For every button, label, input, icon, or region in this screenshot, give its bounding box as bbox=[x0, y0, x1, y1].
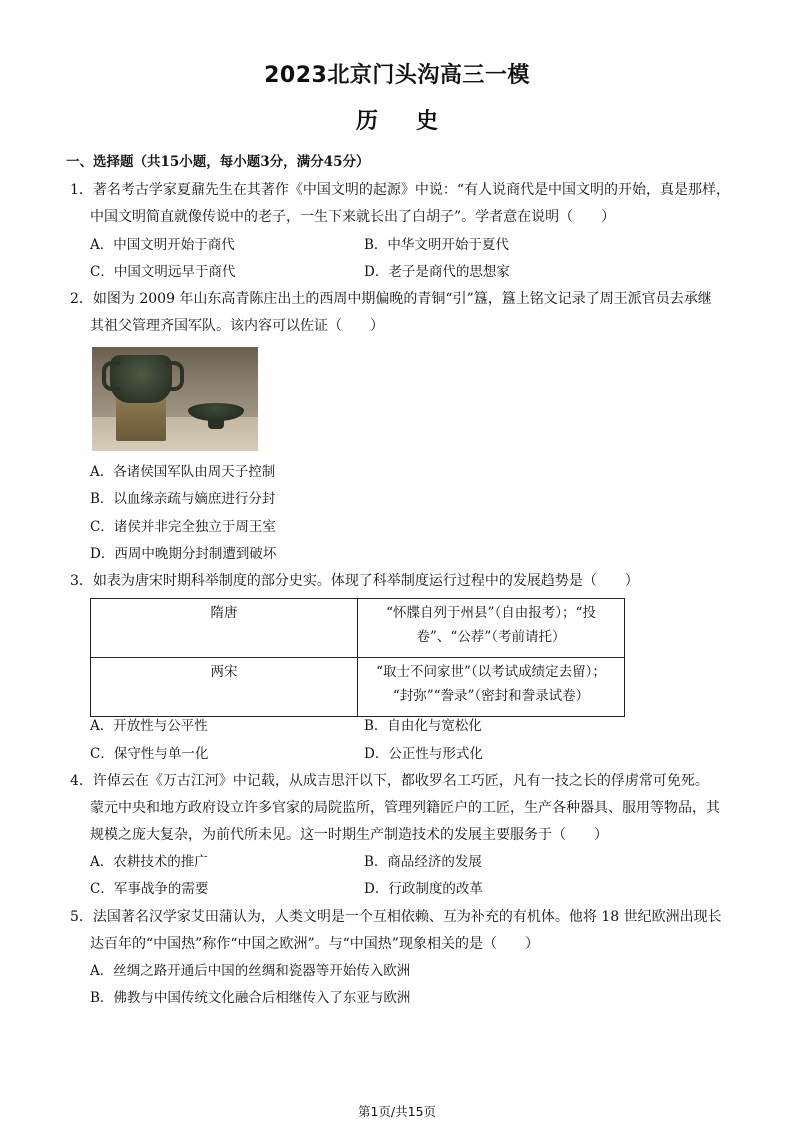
q4-stem-line2: 蒙元中央和地方政府设立许多官家的局院监所，管理列籍匠户的工匠，生产各种器具、服用等物品，其 bbox=[90, 800, 720, 816]
vessel-base bbox=[116, 397, 166, 441]
section-heading: 一、选择题（共15小题，每小题3分，满分45分） bbox=[66, 154, 370, 170]
q4-stem-line1: 4．许倬云在《万古江河》中记载，从成吉思汗以下，都收罗名工巧匠，凡有一技之长的俘虏常可免死。 bbox=[70, 773, 709, 789]
q3-option-b: B．自由化与宽松化 bbox=[364, 718, 482, 734]
q1-option-a: A．中国文明开始于商代 bbox=[90, 237, 235, 253]
q5-option-b: B．佛教与中国传统文化融合后相继传入了东亚与欧洲 bbox=[90, 990, 411, 1006]
q2-stem-line1: 2．如图为 2009 年山东高青陈庄出土的西周中期偏晚的青铜“引”簋，簋上铭文记录了周王派官员去承继 bbox=[70, 291, 712, 307]
q2-option-a: A．各诸侯国军队由周天子控制 bbox=[90, 464, 276, 480]
q1-option-d: D．老子是商代的思想家 bbox=[364, 264, 510, 280]
q4-stem-line3: 规模之庞大复杂，为前代所未见。这一时期生产制造技术的发展主要服务于（ ） bbox=[90, 827, 608, 843]
q5-stem-line2: 达百年的“中国热”称作“中国之欧洲”。与“中国热”现象相关的是（ ） bbox=[90, 936, 539, 952]
table-row bbox=[91, 658, 625, 717]
q1-stem-line1: 1．著名考古学家夏鼐先生在其著作《中国文明的起源》中说：“有人说商代是中国文明的开始，真是那样， bbox=[70, 182, 731, 198]
q5-stem-line1: 5．法国著名汉学家艾田蒲认为，人类文明是一个互相依赖、互为补充的有机体。他将 18 世纪欧洲出现长 bbox=[70, 909, 722, 925]
table-cell-desc-line1: “取士不问家世”（以考试成绩定去留）； bbox=[376, 664, 606, 680]
vessel-handle-right bbox=[166, 361, 184, 391]
q3-stem: 3．如表为唐宋时期科举制度的部分史实。体现了科举制度运行过程中的发展趋势是（ ） bbox=[70, 573, 639, 589]
q3-option-a: A．开放性与公平性 bbox=[90, 718, 208, 734]
q1-stem-line2: 中国文明简直就像传说中的老子，一生下来就长出了白胡子”。学者意在说明（ ） bbox=[90, 209, 616, 225]
q2-option-c: C．诸侯并非完全独立于周王室 bbox=[90, 519, 276, 535]
q4-option-b: B．商品经济的发展 bbox=[364, 854, 482, 870]
table-cell-desc-line2: 卷”、“公荐”（考前请托） bbox=[416, 629, 566, 645]
vessel-handle-left bbox=[102, 361, 120, 391]
table-cell-desc-line2: “封弥”“誊录”（密封和誊录试卷） bbox=[392, 688, 590, 704]
bronze-gui-photo bbox=[92, 347, 258, 451]
table-cell-desc bbox=[358, 599, 625, 658]
table-cell-era: 两宋 bbox=[91, 658, 358, 717]
q5-option-a: A．丝绸之路开通后中国的丝绸和瓷器等开始传入欧洲 bbox=[90, 963, 411, 979]
table-cell-desc-line1: “怀牒自列于州县”（自由报考）；“投 bbox=[386, 605, 596, 621]
table-cell-era: 隋唐 bbox=[91, 599, 358, 658]
q4-option-c: C．军事战争的需要 bbox=[90, 881, 209, 897]
q4-option-a: A．农耕技术的推广 bbox=[90, 854, 208, 870]
q2-option-b: B．以血缘亲疏与嫡庶进行分封 bbox=[90, 491, 276, 507]
page-title: 2023北京门头沟高三一模 bbox=[264, 63, 530, 88]
q1-option-b: B．中华文明开始于夏代 bbox=[364, 237, 509, 253]
q3-option-d: D．公正性与形式化 bbox=[364, 746, 483, 762]
q1-option-c: C．中国文明远早于商代 bbox=[90, 264, 236, 280]
q3-option-c: C．保守性与单一化 bbox=[90, 746, 209, 762]
q4-option-d: D．行政制度的改革 bbox=[364, 881, 483, 897]
table-row bbox=[91, 599, 625, 658]
vessel-lid-foot bbox=[208, 419, 224, 429]
keju-table bbox=[90, 598, 625, 717]
table-cell-desc bbox=[358, 658, 625, 717]
q2-stem-line2: 其祖父管理齐国军队。该内容可以佐证（ ） bbox=[90, 318, 384, 334]
q2-option-d: D．西周中晚期分封制遭到破坏 bbox=[90, 546, 277, 562]
page-number: 第1页/共15页 bbox=[357, 1104, 437, 1119]
subject-title: 历史 bbox=[355, 109, 476, 134]
